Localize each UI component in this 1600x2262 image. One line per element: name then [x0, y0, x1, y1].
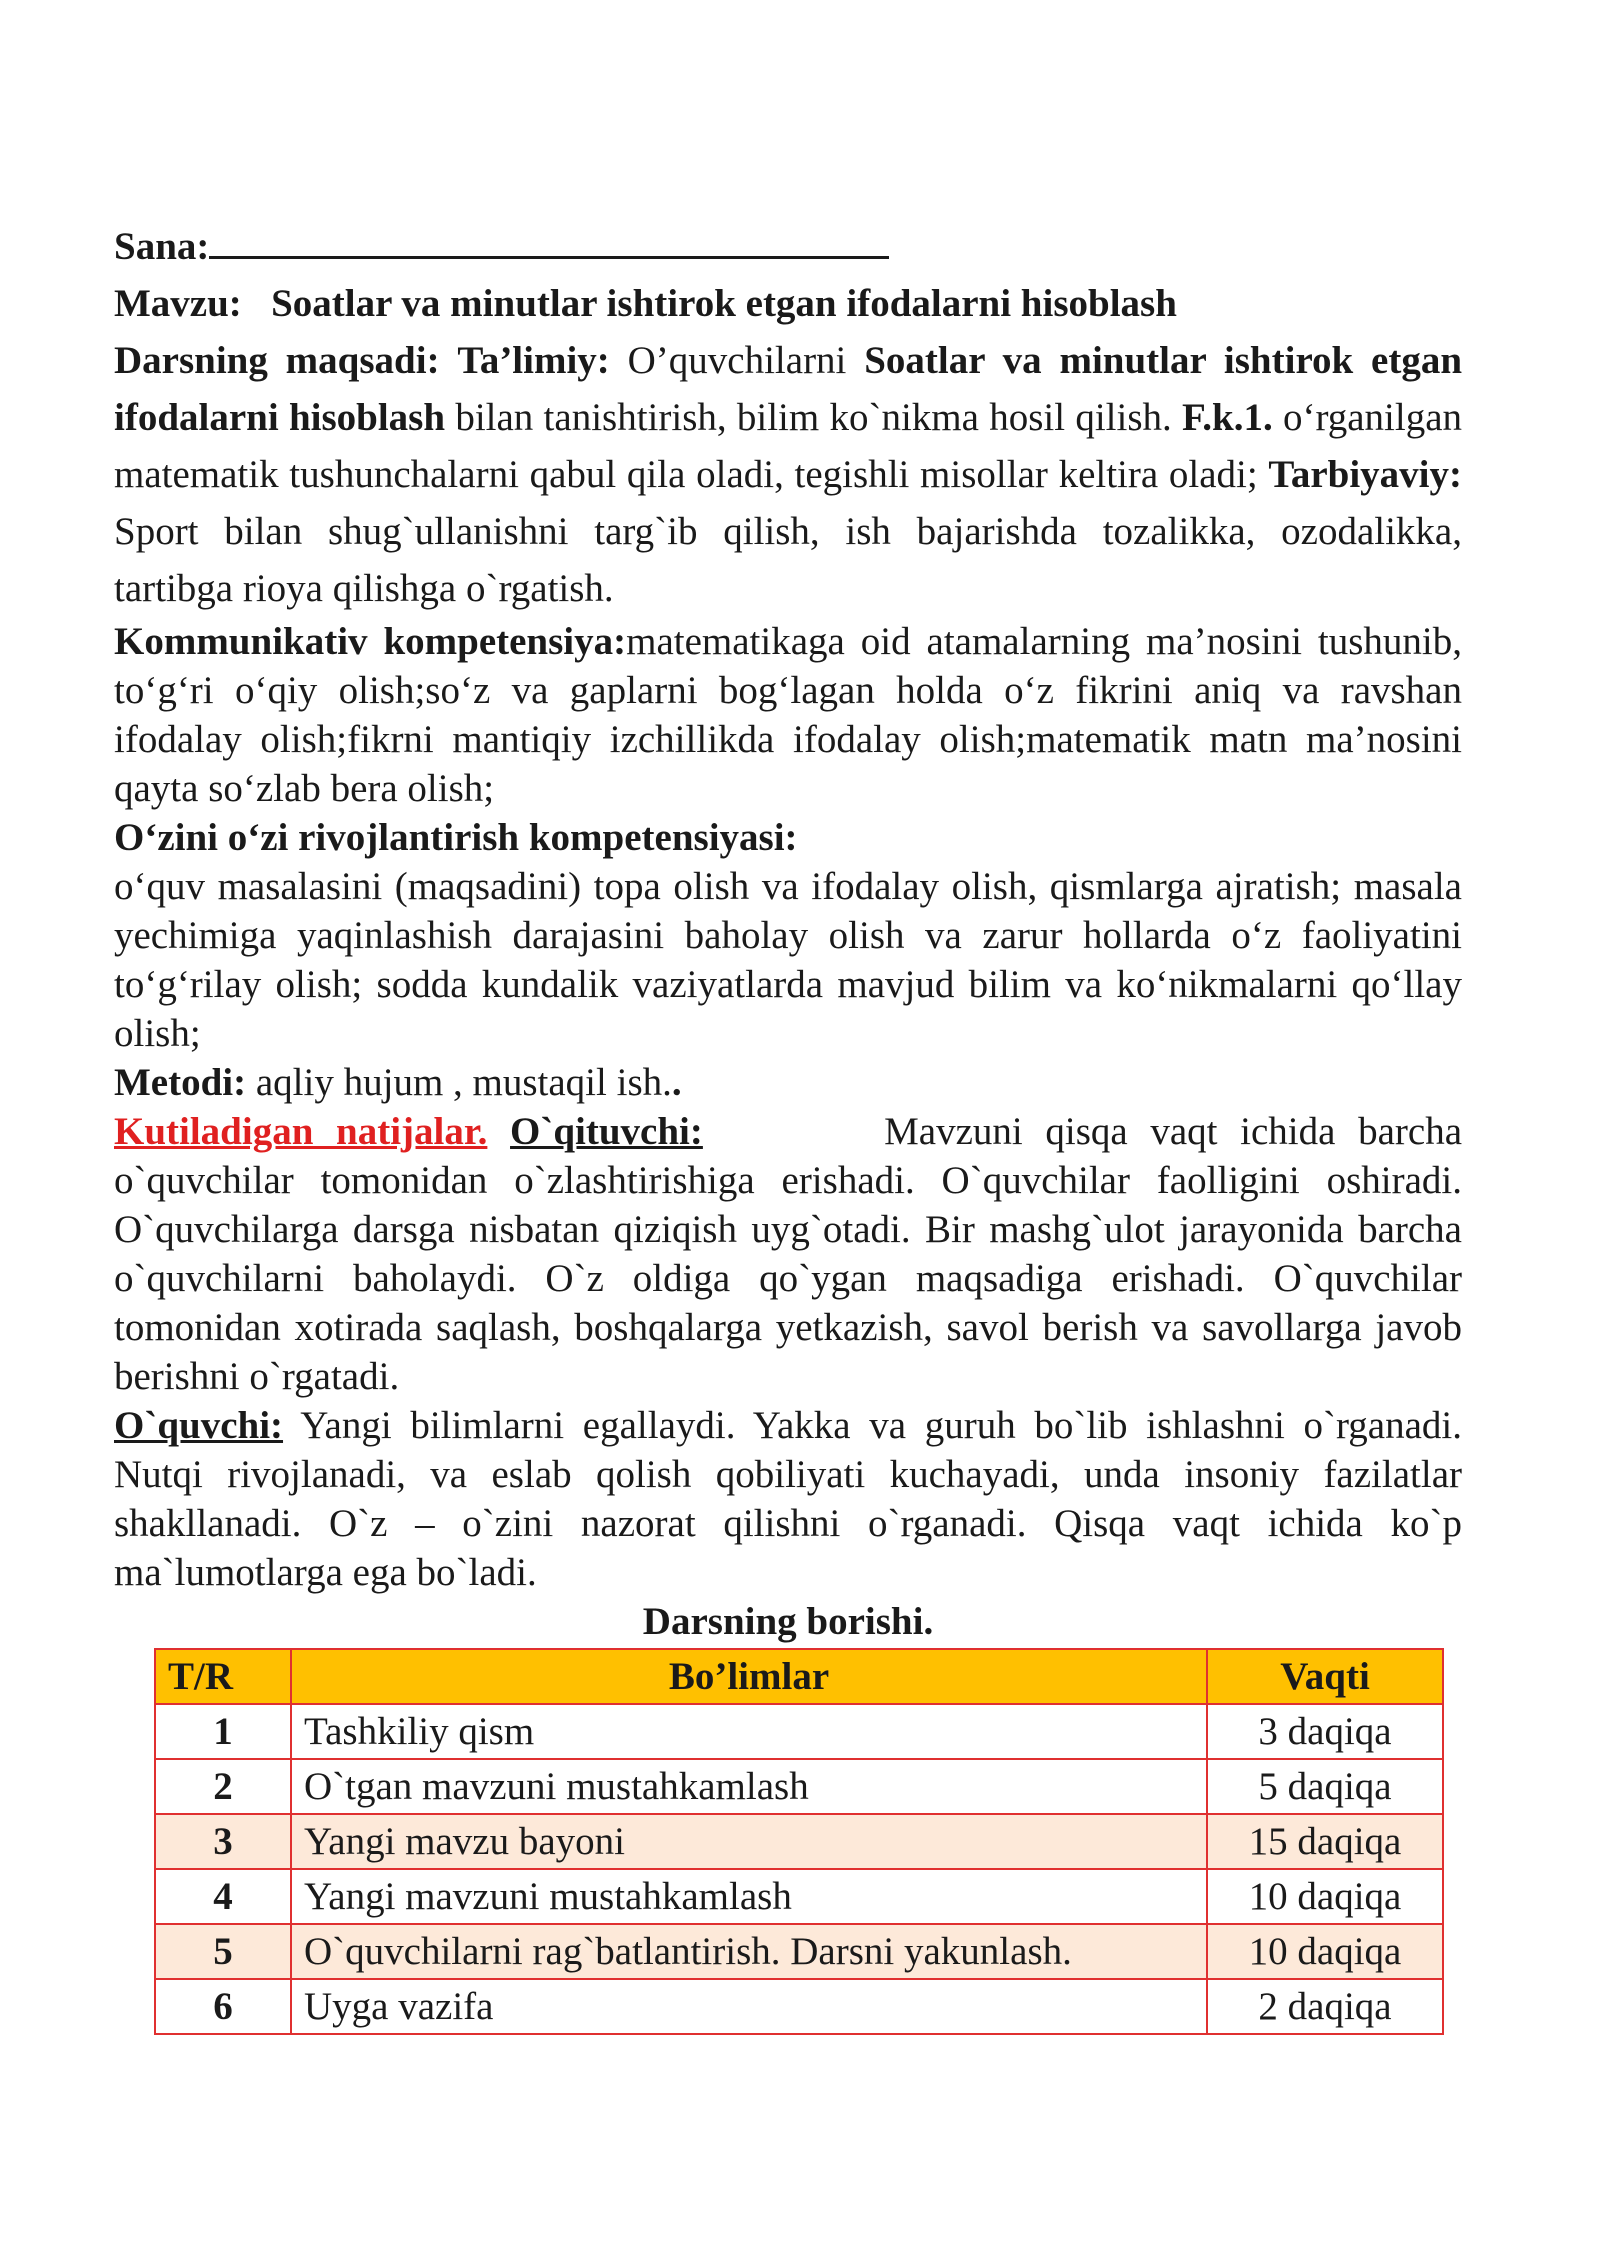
goal-text-2: bilan tanishtirish, bilim ko`nikma hosil qilish.	[455, 396, 1172, 439]
row-time: 5 daqiqa	[1207, 1759, 1443, 1814]
table-row	[155, 1759, 1443, 1814]
goal-label: Darsning maqsadi:	[114, 339, 440, 382]
method-tail: .	[671, 1061, 682, 1104]
row-time: 10 daqiqa	[1207, 1869, 1443, 1924]
fk-label: F.k.1.	[1182, 396, 1273, 439]
row-number: 5	[155, 1924, 291, 1979]
communicative-paragraph	[114, 617, 1462, 813]
table-row	[155, 1924, 1443, 1979]
communicative-label: Kommunikativ kompetensiya:	[114, 620, 627, 663]
row-section: O`quvchilarni rag`batlantirish. Darsni yakunlash.	[291, 1924, 1207, 1979]
row-section: Yangi mavzu bayoni	[291, 1814, 1207, 1869]
self-development-label: O‘zini o‘zi rivojlantirish kompetensiyasi:	[114, 816, 798, 859]
table-row	[155, 1979, 1443, 2034]
expected-results-label: Kutiladigan natijalar.	[114, 1110, 488, 1153]
goal-text-4: Sport bilan shug`ullanishni targ`ib qilish, ish bajarishda tozalikka, ozodalikka, tartibga rioya qilishga o`rgatish.	[114, 510, 1462, 610]
teacher-text: Mavzuni qisqa vaqt ichida barcha o`quvchilar tomonidan o`zlashtirishiga erishadi. O`quvchilar faolligini oshiradi. O`quvchilarga darsga nisbatan qiziqish uyg`otadi. Bir mashg`ulot jarayonida barcha o`quvchilarni baholaydi. O`z oldiga qo`ygan maqsadiga erishadi. O`quvchilar tomonidan xotirada saqlash, boshqalarga yetkazish, savol berish va savollarga javob berishni o`rgatadi.	[114, 1110, 1463, 1398]
goal-text-bold: Soatlar va minutlar ishtirok etgan ifodalarni hisoblash	[114, 339, 1463, 439]
table-header-row	[155, 1649, 1443, 1704]
row-time: 2 daqiqa	[1207, 1979, 1443, 2034]
topic-line	[114, 275, 1462, 332]
header-sections: Bo’limlar	[291, 1649, 1207, 1704]
communicative-text: matematikaga oid atamalarning ma’nosini tushunib, to‘g‘ri o‘qiy olish;so‘z va gaplarni bog‘lagan holda o‘z fikrini aniq va ravshan ifodalay olish;fikrni mantiqiy izchillikda ifodalay olish;matematik matn ma’nosini qayta so‘zlab bera olish;	[114, 620, 1462, 810]
lesson-flow-title: Darsning borishi.	[642, 1600, 934, 1643]
row-time: 10 daqiqa	[1207, 1924, 1443, 1979]
lesson-flow-table	[154, 1648, 1444, 2035]
header-time: Vaqti	[1207, 1649, 1443, 1704]
header-number: T/R	[155, 1649, 291, 1704]
method-label: Metodi:	[114, 1061, 247, 1104]
topic-text: Soatlar va minutlar ishtirok etgan ifodalarni hisoblash	[271, 282, 1177, 325]
row-number: 4	[155, 1869, 291, 1924]
upbringing-label: Tarbiyaviy:	[1268, 453, 1462, 496]
date-line	[114, 218, 1462, 275]
row-section: Yangi mavzuni mustahkamlash	[291, 1869, 1207, 1924]
row-section: Tashkiliy qism	[291, 1704, 1207, 1759]
self-development-heading	[114, 813, 1462, 862]
educational-label: Ta’limiy:	[457, 339, 610, 382]
topic-label: Mavzu:	[114, 282, 242, 325]
student-text: Yangi bilimlarni egallaydi. Yakka va guruh bo`lib ishlashni o`rganadi. Nutqi rivojlanadi, va eslab qolish qobiliyati kuchayadi, unda insoniy fazilatlar shakllanadi. O`z – o`zini nazorat qilishni o`rganadi. Qisqa vaqt ichida ko`p ma`lumotlarga ega bo`ladi.	[114, 1404, 1462, 1594]
teacher-label: O`qituvchi:	[510, 1110, 703, 1153]
row-number: 2	[155, 1759, 291, 1814]
table-row	[155, 1704, 1443, 1759]
expected-results-student	[114, 1401, 1462, 1597]
self-development-text: o‘quv masalasini (maqsadini) topa olish va ifodalay olish, qismlarga ajratish; masala yechimiga yaqinlashish darajasini baholay olish va zarur hollarda o‘z faoliyatini to‘g‘rilay olish; sodda kundalik vaziyatlarda mavjud bilim va ko‘nikmalarni qo‘llay olish;	[114, 865, 1462, 1055]
method-line	[114, 1058, 1462, 1107]
row-time: 15 daqiqa	[1207, 1814, 1443, 1869]
student-label: O`quvchi:	[114, 1404, 284, 1447]
table-row	[155, 1869, 1443, 1924]
date-blank-field[interactable]	[209, 220, 889, 259]
table-row	[155, 1814, 1443, 1869]
row-number: 1	[155, 1704, 291, 1759]
row-number: 3	[155, 1814, 291, 1869]
method-text: aqliy hujum , mustaqil ish.	[246, 1061, 672, 1104]
row-section: O`tgan mavzuni mustahkamlash	[291, 1759, 1207, 1814]
row-number: 6	[155, 1979, 291, 2034]
goal-text-1: O’quvchilarni	[627, 339, 847, 382]
row-section: Uyga vazifa	[291, 1979, 1207, 2034]
goal-text-3: o‘rganilgan matematik tushunchalarni qabul qila oladi, tegishli misollar keltira oladi;	[114, 396, 1463, 496]
date-label: Sana:	[114, 225, 210, 268]
lesson-plan-page	[114, 218, 1462, 2035]
row-time: 3 daqiqa	[1207, 1704, 1443, 1759]
expected-results-teacher	[114, 1107, 1462, 1401]
lesson-goal-paragraph	[114, 332, 1462, 617]
